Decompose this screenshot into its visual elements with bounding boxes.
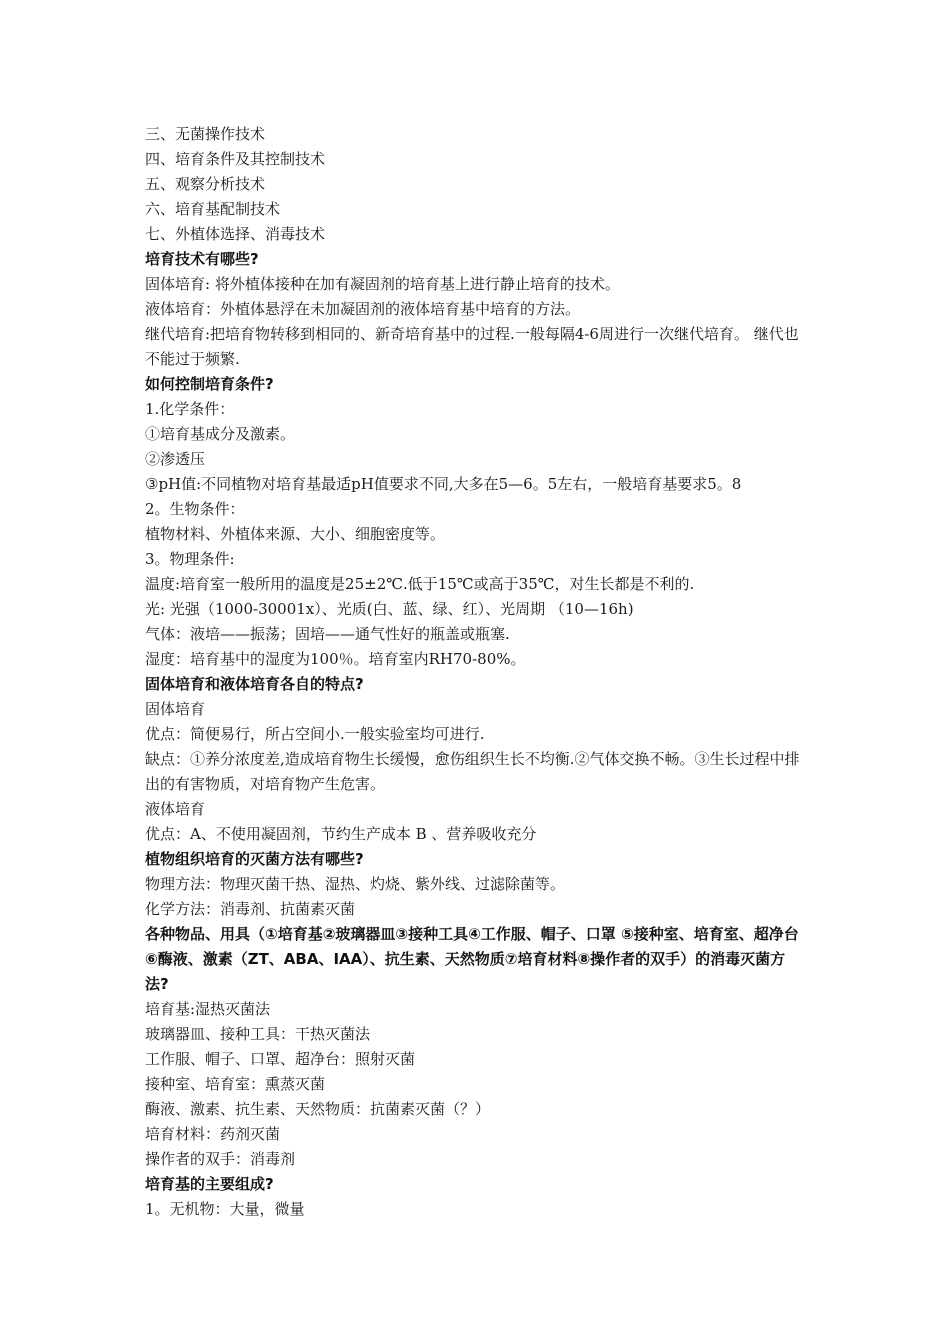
section-heading: 如何控制培育条件? xyxy=(145,375,274,393)
text-line: 固体培育: 将外植体接种在加有凝固剂的培育基上进行静止培育的技术。 xyxy=(145,275,620,293)
text-paragraph: 缺点：①养分浓度差,造成培育物生长缓慢，愈伤组织生长不均衡.②气体交换不畅。③生长过程中排出的有害物质，对培育物产生危害。 xyxy=(145,750,800,793)
text-line: 接种室、培育室：熏蒸灭菌 xyxy=(145,1075,326,1093)
text-line: 优点：A、不使用凝固剂，节约生产成本 B 、营养吸收充分 xyxy=(145,825,537,843)
text-line: 培育基:湿热灭菌法 xyxy=(145,1000,271,1018)
text-line: 物理方法：物理灭菌干热、湿热、灼烧、紫外线、过滤除菌等。 xyxy=(145,875,566,893)
text-line: 温度:培育室一般所用的温度是25±2℃.低于15℃或高于35℃，对生长都是不利的. xyxy=(145,575,695,593)
text-line: 气体：液培——振荡；固培——通气性好的瓶盖或瓶塞. xyxy=(145,625,510,643)
text-line: ①培育基成分及激素。 xyxy=(145,425,296,443)
text-line: 植物材料、外植体来源、大小、细胞密度等。 xyxy=(145,525,446,543)
text-line: 优点：简便易行，所占空间小.一般实验室均可进行. xyxy=(145,725,485,743)
text-line: 玻璃器皿、接种工具：干热灭菌法 xyxy=(145,1025,371,1043)
text-line: 七、外植体选择、消毒技术 xyxy=(145,225,326,243)
text-line: 液体培育：外植体悬浮在未加凝固剂的液体培育基中培育的方法。 xyxy=(145,300,581,318)
text-line: 四、培育条件及其控制技术 xyxy=(145,150,326,168)
text-line: 3。物理条件: xyxy=(145,550,235,568)
text-line: 化学方法：消毒剂、抗菌素灭菌 xyxy=(145,900,356,918)
text-line: 三、无菌操作技术 xyxy=(145,125,266,143)
document-body xyxy=(145,122,805,1222)
section-heading: 固体培育和液体培育各自的特点? xyxy=(145,675,364,693)
section-heading: 培育基的主要组成? xyxy=(145,1175,274,1193)
text-line: 工作服、帽子、口罩、超净台：照射灭菌 xyxy=(145,1050,416,1068)
text-line: 培育材料：药剂灭菌 xyxy=(145,1125,281,1143)
section-heading: 各种物品、用具（①培育基②玻璃器皿③接种工具④工作服、帽子、口罩 ⑤接种室、培育室、超净台⑥酶液、激素（ZT、ABA、IAA）、抗生素、天然物质⑦培育材料⑧操作者的双手）的消毒灭菌方法? xyxy=(145,925,799,993)
text-paragraph: 继代培育:把培育物转移到相同的、新奇培育基中的过程.一般每隔4-6周进行一次继代培育。 继代也不能过于频繁. xyxy=(145,325,799,368)
text-line: 固体培育 xyxy=(145,700,206,718)
text-line: 1。无机物：大量，微量 xyxy=(145,1200,305,1218)
text-line: 酶液、激素、抗生素、天然物质：抗菌素灭菌（？） xyxy=(145,1100,491,1118)
text-line: 湿度：培育基中的湿度为100％。培育室内RH70-80%。 xyxy=(145,650,526,668)
text-line: 1.化学条件： xyxy=(145,400,235,418)
text-line: 五、观察分析技术 xyxy=(145,175,266,193)
section-heading: 植物组织培育的灭菌方法有哪些? xyxy=(145,850,364,868)
text-line: 操作者的双手：消毒剂 xyxy=(145,1150,296,1168)
section-heading: 培育技术有哪些? xyxy=(145,250,259,268)
text-line: ②渗透压 xyxy=(145,450,206,468)
text-line: 2。生物条件： xyxy=(145,500,245,518)
text-line: 光: 光强（1000-30001x）、光质(白、蓝、绿、红）、光周期 （10—16h) xyxy=(145,600,634,618)
text-line: ③pH值:不同植物对培育基最适pH值要求不同,大多在5—6。5左右，一般培育基要求5。8 xyxy=(145,475,742,493)
text-line: 六、培育基配制技术 xyxy=(145,200,281,218)
text-line: 液体培育 xyxy=(145,800,206,818)
